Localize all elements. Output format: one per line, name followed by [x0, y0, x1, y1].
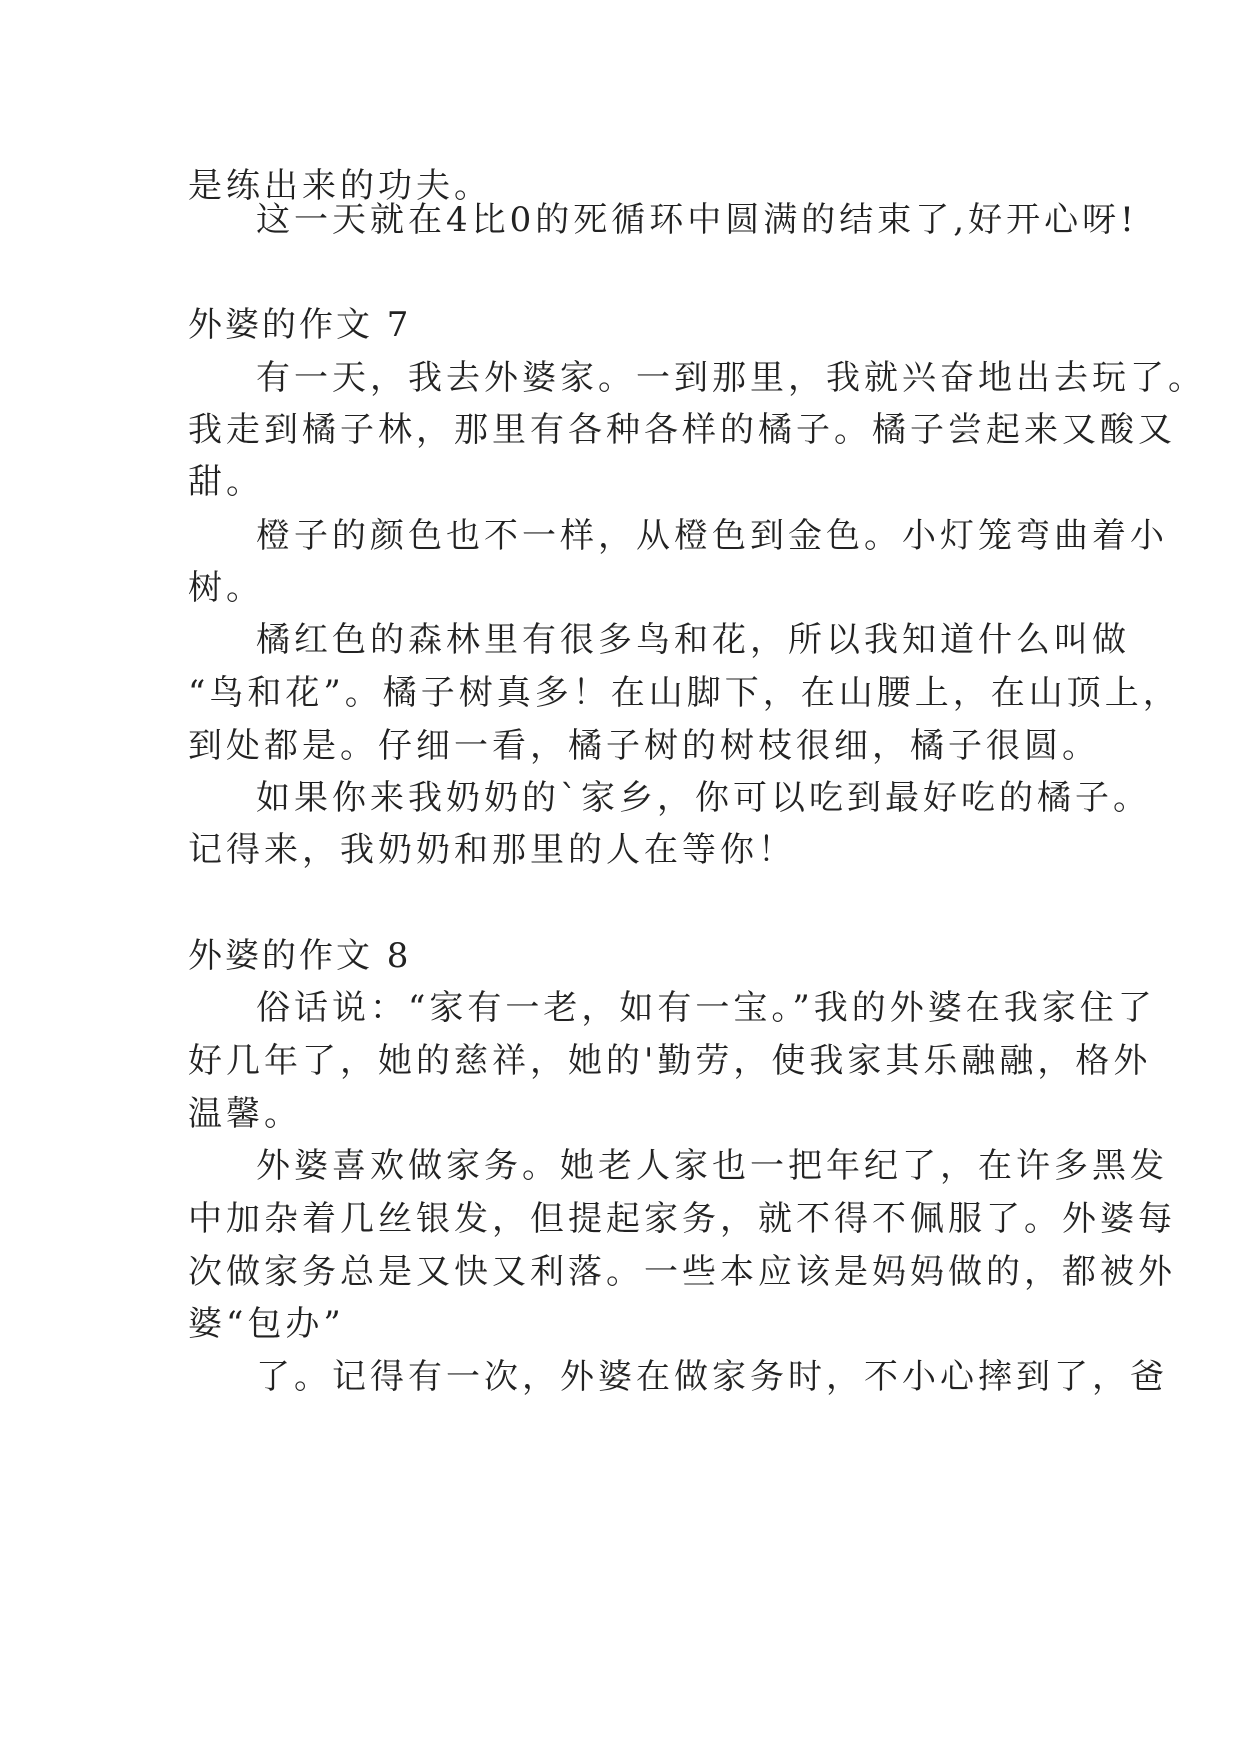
- paragraph-line: 如果你来我奶奶的`家乡，你可以吃到最好吃的橘子。: [256, 778, 1151, 818]
- section-heading: 外婆的作文 7: [188, 305, 412, 345]
- paragraph-line: “鸟和花”。橘子树真多！在山脚下，在山腰上，在山顶上，: [188, 673, 1181, 713]
- paragraph-line: 好几年了，她的慈祥，她的'勤劳，使我家其乐融融，格外: [188, 1041, 1152, 1081]
- paragraph-line: 次做家务总是又快又利落。一些本应该是妈妈做的，都被外: [188, 1252, 1176, 1292]
- paragraph-line: 记得来，我奶奶和那里的人在等你！: [188, 830, 796, 870]
- paragraph-line: 树。: [188, 568, 264, 608]
- paragraph-line: 外婆喜欢做家务。她老人家也一把年纪了，在许多黑发: [256, 1146, 1168, 1186]
- paragraph-line: 俗话说：“家有一老，如有一宝。”我的外婆在我家住了: [256, 988, 1156, 1028]
- section-heading: 外婆的作文 8: [188, 936, 412, 976]
- paragraph-line: 有一天，我去外婆家。一到那里，我就兴奋地出去玩了。: [256, 358, 1206, 398]
- paragraph-line: 中加杂着几丝银发，但提起家务，就不得不佩服了。外婆每: [188, 1199, 1176, 1239]
- paragraph-line: 婆“包办”: [188, 1304, 345, 1344]
- paragraph-line: 了。记得有一次，外婆在做家务时，不小心摔到了，爸: [256, 1357, 1168, 1397]
- paragraph-line: 我走到橘子林，那里有各种各样的橘子。橘子尝起来又酸又: [188, 410, 1176, 450]
- paragraph-line: 这一天就在4比0的死循环中圆满的结束了,好开心呀!: [256, 200, 1138, 240]
- paragraph-line: 橙子的颜色也不一样，从橙色到金色。小灯笼弯曲着小: [256, 516, 1168, 556]
- paragraph-line: 是练出来的功夫。: [188, 166, 492, 206]
- paragraph-line: 橘红色的森林里有很多鸟和花，所以我知道什么叫做: [256, 620, 1130, 660]
- paragraph-line: 温馨。: [188, 1094, 302, 1134]
- paragraph-line: 到处都是。仔细一看，橘子树的树枝很细，橘子很圆。: [188, 726, 1100, 766]
- paragraph-line: 甜。: [188, 462, 264, 502]
